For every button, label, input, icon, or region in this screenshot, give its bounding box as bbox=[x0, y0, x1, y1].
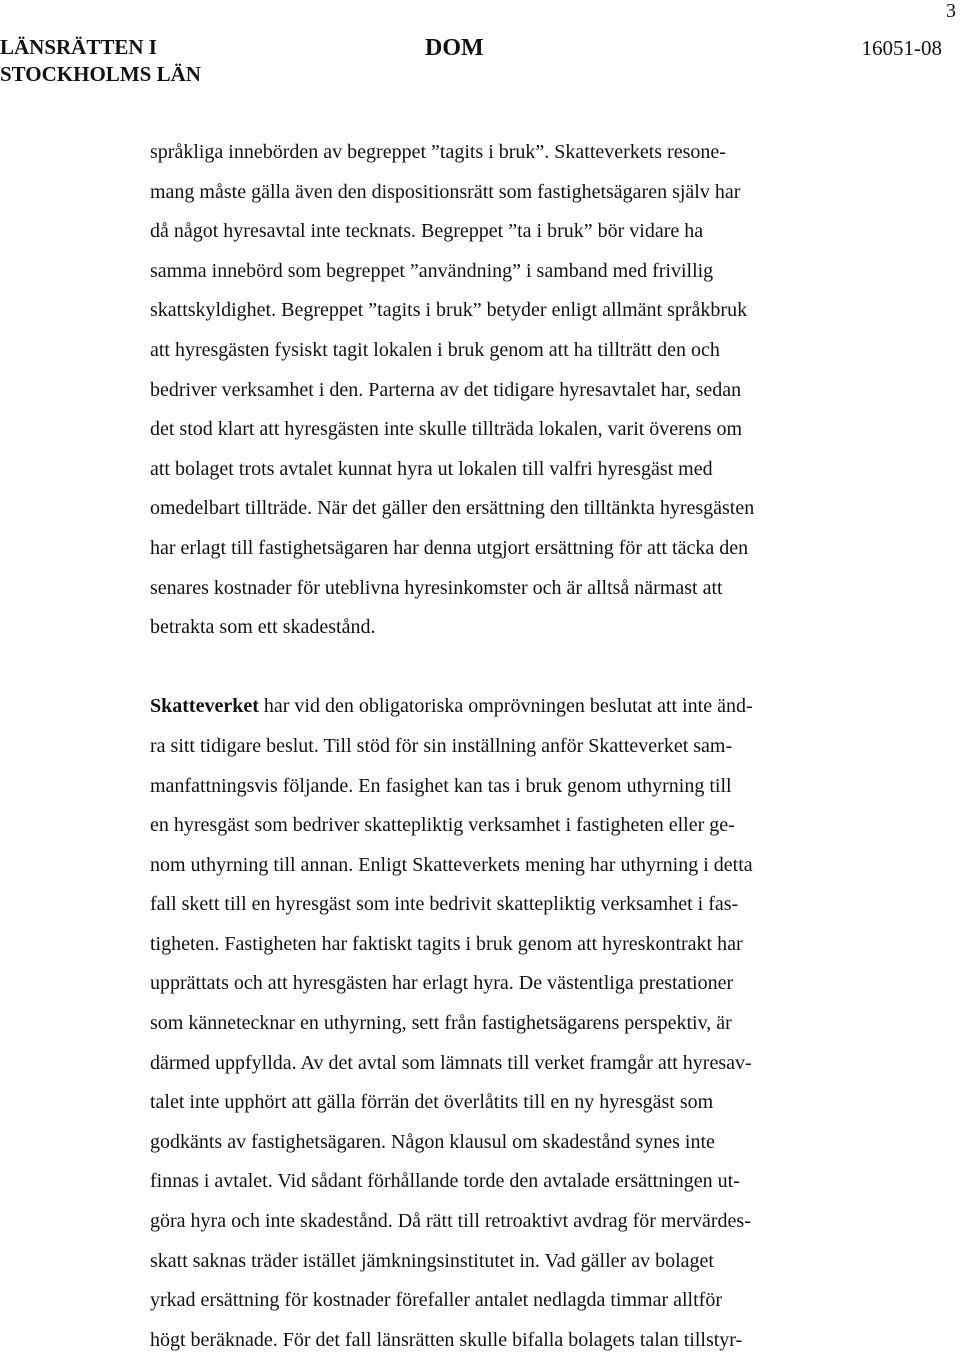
text-line: senares kostnader för uteblivna hyresinkomster och är alltså närmast att bbox=[150, 576, 723, 599]
text-line: en hyresgäst som bedriver skattepliktig verksamhet i fastigheten eller ge- bbox=[150, 814, 735, 837]
case-number: 16051-08 bbox=[861, 36, 942, 60]
text-line: tigheten. Fastigheten har faktiskt tagits i bruk genom att hyreskontrakt har bbox=[150, 932, 743, 955]
text-line: som kännetecknar en uthyrning, sett från fastighetsägarens perspektiv, är bbox=[150, 1012, 732, 1035]
document-header bbox=[0, 34, 960, 94]
text-line-rest: har vid den obligatoriska omprövningen beslutat att inte änd- bbox=[258, 695, 753, 718]
text-line: manfattningsvis följande. En fasighet kan tas i bruk genom uthyrning till bbox=[150, 774, 732, 797]
text-line: betrakta som ett skadestånd. bbox=[150, 616, 376, 639]
text-line: högt beräknade. För det fall länsrätten skulle bifalla bolagets talan tillstyr- bbox=[150, 1328, 743, 1351]
paragraph-1 bbox=[150, 133, 850, 648]
court-name bbox=[0, 34, 201, 88]
text-line: upprättats och att hyresgästen har erlagt hyra. De västentliga prestationer bbox=[150, 972, 734, 995]
text-line-first bbox=[150, 687, 850, 727]
text-line: då något hyresavtal inte tecknats. Begreppet ”ta i bruk” bör vidare ha bbox=[150, 220, 704, 243]
text-line: därmed uppfyllda. Av det avtal som lämnats till verket framgår att hyresav- bbox=[150, 1051, 752, 1074]
document-type: DOM bbox=[425, 35, 484, 61]
text-line: skattskyldighet. Begreppet ”tagits i bruk” betyder enligt allmänt språkbruk bbox=[150, 299, 748, 322]
text-line: att bolaget trots avtalet kunnat hyra ut lokalen till valfri hyresgäst med bbox=[150, 457, 713, 480]
text-line: det stod klart att hyresgästen inte skulle tillträda lokalen, varit överens om bbox=[150, 418, 743, 441]
document-body bbox=[150, 133, 850, 1360]
text-line: ra sitt tidigare beslut. Till stöd för sin inställning anför Skatteverket sam- bbox=[150, 734, 733, 757]
page-number: 3 bbox=[946, 0, 956, 22]
paragraph-spacer bbox=[150, 648, 850, 688]
text-line: yrkad ersättning för kostnader förefaller antalet nedlagda timmar alltför bbox=[150, 1289, 722, 1312]
court-name-line-2: STOCKHOLMS LÄN bbox=[0, 62, 201, 86]
paragraph-2 bbox=[150, 687, 850, 1360]
text-line: omedelbart tillträde. När det gäller den ersättning den tilltänkta hyresgästen bbox=[150, 497, 755, 520]
party-name-bold: Skatteverket bbox=[150, 695, 259, 718]
text-line: att hyresgästen fysiskt tagit lokalen i bruk genom att ha tillträtt den och bbox=[150, 338, 720, 361]
text-line: har erlagt till fastighetsägaren har denna utgjort ersättning för att täcka den bbox=[150, 536, 749, 559]
text-line: skatt saknas träder istället jämkningsinstitutet in. Vad gäller av bolaget bbox=[150, 1249, 714, 1272]
text-line: språkliga innebörden av begreppet ”tagits i bruk”. Skatteverkets resone- bbox=[150, 141, 726, 163]
text-line: nom uthyrning till annan. Enligt Skatteverkets mening har uthyrning i detta bbox=[150, 853, 753, 876]
text-line: göra hyra och inte skadestånd. Då rätt till retroaktivt avdrag för mervärdes- bbox=[150, 1210, 751, 1233]
text-line: godkänts av fastighetsägaren. Någon klausul om skadestånd synes inte bbox=[150, 1130, 715, 1153]
text-line: fall skett till en hyresgäst som inte bedrivit skattepliktig verksamhet i fas- bbox=[150, 893, 739, 916]
text-line: samma innebörd som begreppet ”användning” i samband med frivillig bbox=[150, 259, 714, 282]
text-line: talet inte upphört att gälla förrän det överlåtits till en ny hyresgäst som bbox=[150, 1091, 714, 1114]
text-line: mang måste gälla även den dispositionsrätt som fastighetsägaren själv har bbox=[150, 180, 741, 203]
court-name-line-1: LÄNSRÄTTEN I bbox=[0, 35, 157, 59]
text-line: finnas i avtalet. Vid sådant förhållande torde den avtalade ersättningen ut- bbox=[150, 1170, 740, 1193]
text-line: bedriver verksamhet i den. Parterna av det tidigare hyresavtalet har, sedan bbox=[150, 378, 742, 401]
